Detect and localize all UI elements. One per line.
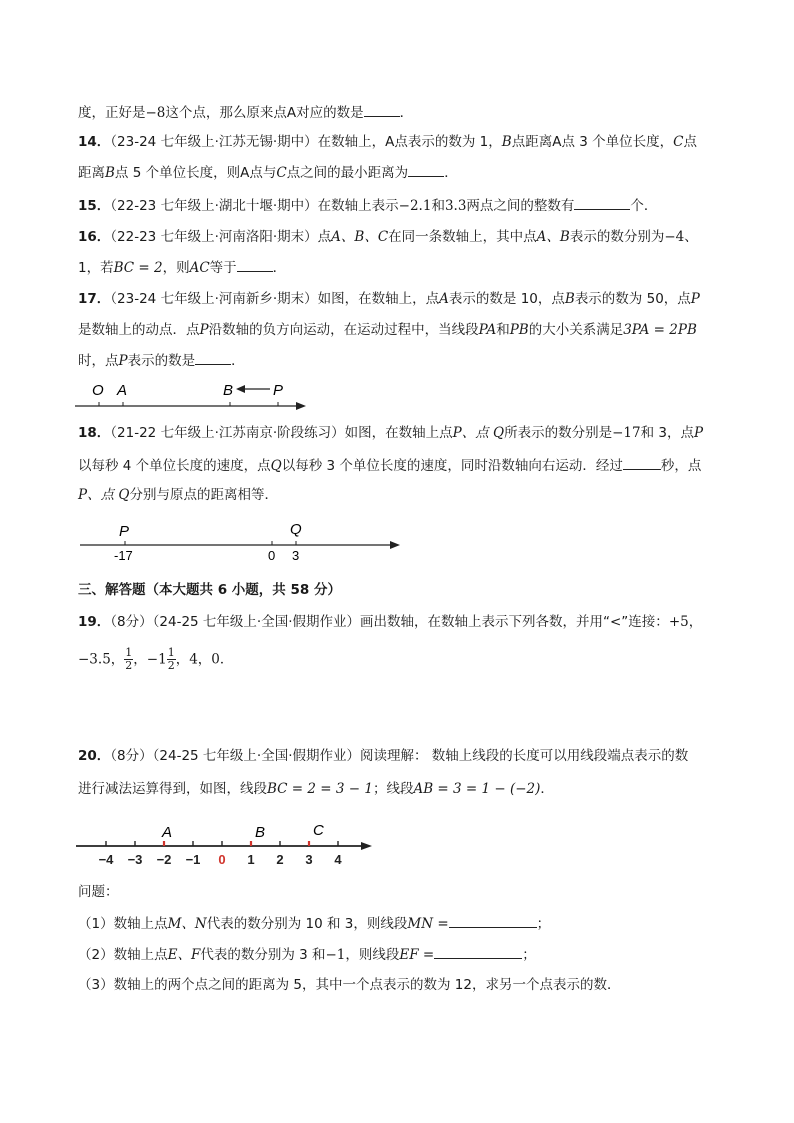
q20-line1: 20．（8分）（24-25 七年级上·全国·假期作业）阅读理解： 数轴上线段的长度可以用线段端点表示的数 [78, 748, 689, 764]
q16-line2: 1，若BC = 2，则AC等于 ． [78, 257, 718, 278]
q17-number: 17． [78, 291, 111, 307]
q19-line1: 19．（8分）（24-25 七年级上·全国·假期作业）画出数轴，在数轴上表示下列各数，并用“<”连接：+5， [78, 614, 703, 630]
q19-fraction-mixed: $\frac{1}{2}$ [167, 646, 175, 672]
q13-blank[interactable] [364, 102, 400, 117]
q20-number: 20． [78, 748, 111, 764]
q20-label-a: A [162, 824, 173, 841]
q20-number-line-figure [72, 816, 382, 872]
q17-label-p: P [273, 382, 284, 399]
q18-number: 18． [78, 425, 111, 441]
q20-part3: （3）数轴上的两个点之间的距离为 5，其中一个点表示的数为 12，求另一个点表示的数． [78, 977, 621, 993]
q18-source: （21-22 七年级上·江苏南京·阶段练习） [110, 425, 345, 441]
q15-line: 15．（22-23 七年级上·湖北十堰·期中）在数轴上表示−2.1和3.3两点之间的整数有 个． [78, 195, 718, 216]
q18-line2: 以每秒 4 个单位长度的速度，点Q以每秒 3 个单位长度的速度，同时沿数轴向右运动．经过 秒，点 [78, 455, 718, 476]
q17-label-b: B [223, 382, 234, 399]
section-3-heading: 三、解答题（本大题共 6 小题，共 58 分） [78, 582, 341, 598]
q20-tick-label: 1 [247, 852, 255, 867]
q20-question-label: 问题： [78, 884, 119, 900]
q17-line3: 时，点P表示的数是 ． [78, 350, 718, 371]
q20-tick-label: −1 [185, 852, 201, 867]
q20-tick-label: −3 [127, 852, 143, 867]
q14-line1: 14．（23-24 七年级上·江苏无锡·期中）在数轴上，A点表示的数为 1，B点距离A点 3 个单位长度，C点 [78, 134, 697, 150]
q13-text-b: 这个点，那么原来点A对应的数是 [165, 105, 364, 121]
q17-line2: 是数轴上的动点．点P沿数轴的负方向运动，在运动过程中，当线段PA和PB的大小关系满足3PA = 2PB [78, 322, 697, 338]
q14-blank[interactable] [408, 162, 444, 177]
q14-number: 14． [78, 134, 111, 150]
q17-source: （23-24 七年级上·河南新乡·期末） [110, 291, 318, 307]
q17-direction-arrowhead [236, 385, 245, 393]
q20-tick-label: 0 [218, 852, 226, 867]
q20-tick-label: 3 [305, 852, 313, 867]
q16-source: （22-23 七年级上·河南洛阳·期末） [110, 229, 318, 245]
q20-tick-label: −2 [156, 852, 172, 867]
q20-part2: （2）数轴上点E、F代表的数分别为 3 和−1，则线段EF = ； [78, 944, 718, 965]
q14-source: （23-24 七年级上·江苏无锡·期中） [110, 134, 318, 150]
q17-blank[interactable] [195, 350, 231, 365]
q18-line1: 18．（21-22 七年级上·江苏南京·阶段练习）如图，在数轴上点P、点 Q所表示的数分别是−17和 3，点P [78, 425, 704, 441]
q18-line3: P、点 Q分别与原点的距离相等． [78, 487, 278, 503]
q16-line1: 16．（22-23 七年级上·河南洛阳·期末）点A、B、C在同一条数轴上，其中点A、B表示的数分别为−4、 [78, 229, 698, 245]
q18-blank[interactable] [623, 455, 661, 470]
q18-value-o: 0 [268, 548, 276, 563]
q13-text: 度，正好是 [78, 105, 146, 121]
q13-value: −8 [145, 105, 166, 121]
q20-label-b: B [255, 824, 266, 841]
q20-source: （24-25 七年级上·全国·假期作业） [152, 748, 360, 764]
q20-label-c: C [313, 822, 324, 839]
q15-blank[interactable] [574, 195, 630, 210]
q19-line2: −3.5， $\frac{1}{2}$ ，−1 $\frac{1}{2}$ ，4，0． [78, 646, 234, 672]
q18-label-p: P [119, 523, 130, 540]
q20-tick-label: 2 [276, 852, 284, 867]
q19-score: （8分） [110, 614, 153, 630]
q19-number: 19． [78, 614, 111, 630]
q19-source: （24-25 七年级上·全国·假期作业） [152, 614, 360, 630]
q19-fraction-half: $\frac{1}{2}$ [125, 646, 133, 672]
q20-line2: 进行减法运算得到，如图，线段BC = 2 = 3 − 1；线段AB = 3 = 1 − (−2)． [78, 781, 554, 797]
q14-line2: 距离B点 5 个单位长度，则A点与C点之间的最小距离为 ． [78, 162, 718, 183]
q18-number-line-figure [70, 515, 410, 565]
q20-part1: （1）数轴上点M、N代表的数分别为 10 和 3，则线段MN = ； [78, 913, 718, 934]
q18-axis-arrow [390, 541, 400, 549]
q13-tail: 度，正好是−8这个点，那么原来点A对应的数是 ． [78, 102, 718, 123]
q17-label-o: O [92, 382, 104, 399]
q20-part2-blank[interactable] [434, 944, 522, 959]
q15-source: （22-23 七年级上·湖北十堰·期中） [110, 198, 318, 214]
q18-value-p: -17 [114, 548, 133, 563]
q15-number: 15． [78, 198, 111, 214]
q20-score: （8分） [110, 748, 153, 764]
q16-number: 16． [78, 229, 111, 245]
q16-blank[interactable] [237, 257, 273, 272]
q18-value-q: 3 [292, 548, 300, 563]
q17-axis-arrow [296, 402, 306, 410]
q20-tick-label: 4 [334, 852, 342, 867]
q20-axis-arrow [361, 842, 372, 850]
q18-label-q: Q [290, 521, 302, 538]
q17-line1: 17．（23-24 七年级上·河南新乡·期末）如图，在数轴上，点A表示的数是 10，点B表示的数为 50，点P [78, 291, 700, 307]
q17-number-line-figure [70, 375, 315, 415]
q20-part1-blank[interactable] [449, 913, 537, 928]
q17-label-a: A [117, 382, 128, 399]
q20-tick-label: −4 [98, 852, 114, 867]
